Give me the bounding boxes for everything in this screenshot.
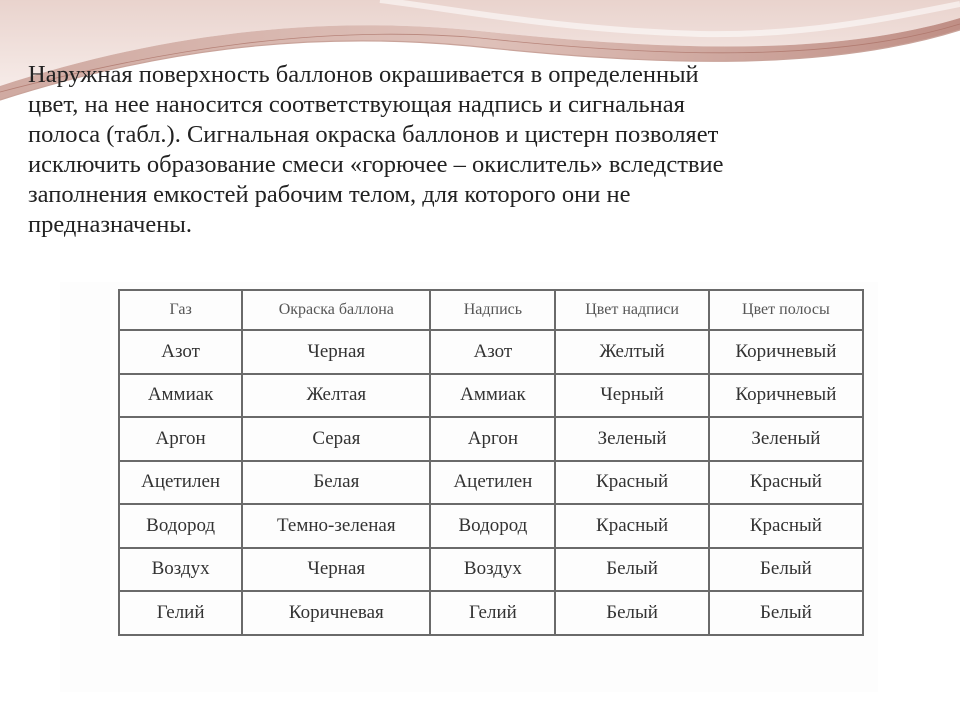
cell-cylinder-paint: Желтая (242, 374, 430, 418)
paragraph-line: полоса (табл.). Сигнальная окраска баллонов и цистерн позволяет (28, 121, 719, 148)
cell-stripe-color: Коричневый (709, 330, 863, 374)
paragraph-line: заполнения емкостей рабочим телом, для которого они не (28, 181, 631, 208)
cell-stripe-color: Белый (709, 591, 863, 635)
cell-gas: Азот (119, 330, 242, 374)
cell-label-color: Черный (555, 374, 708, 418)
cell-cylinder-paint: Серая (242, 417, 430, 461)
table-row (119, 591, 863, 635)
header-stripe-color: Цвет полосы (709, 290, 863, 330)
table-row (119, 461, 863, 505)
cell-cylinder-paint: Темно-зеленая (242, 504, 430, 548)
cell-label: Аргон (430, 417, 555, 461)
cell-gas: Гелий (119, 591, 242, 635)
table-row (119, 504, 863, 548)
cell-gas: Ацетилен (119, 461, 242, 505)
cell-label-color: Красный (555, 461, 708, 505)
table-row (119, 548, 863, 592)
gas-cylinder-table (118, 289, 864, 636)
paragraph-line: Наружная поверхность баллонов окрашивается в определенный (28, 61, 699, 88)
cell-stripe-color: Коричневый (709, 374, 863, 418)
cell-cylinder-paint: Черная (242, 548, 430, 592)
cell-gas: Воздух (119, 548, 242, 592)
cell-label-color: Желтый (555, 330, 708, 374)
table-row (119, 374, 863, 418)
cell-cylinder-paint: Белая (242, 461, 430, 505)
table-header-row (119, 290, 863, 330)
cell-label: Гелий (430, 591, 555, 635)
paragraph-line: цвет, на нее наносится соответствующая надпись и сигнальная (28, 91, 685, 118)
cell-label-color: Красный (555, 504, 708, 548)
cell-label-color: Зеленый (555, 417, 708, 461)
header-label-color: Цвет надписи (555, 290, 708, 330)
cell-label: Аммиак (430, 374, 555, 418)
header-cylinder-paint: Окраска баллона (242, 290, 430, 330)
cell-stripe-color: Белый (709, 548, 863, 592)
cell-cylinder-paint: Коричневая (242, 591, 430, 635)
paragraph-line: исключить образование смеси «горючее – окислитель» вследствие (28, 151, 724, 178)
cell-gas: Аммиак (119, 374, 242, 418)
cell-gas: Водород (119, 504, 242, 548)
cell-label: Воздух (430, 548, 555, 592)
intro-paragraph (28, 60, 928, 240)
table-row (119, 417, 863, 461)
cell-stripe-color: Красный (709, 461, 863, 505)
cell-label-color: Белый (555, 548, 708, 592)
cell-label: Водород (430, 504, 555, 548)
table-row (119, 330, 863, 374)
cell-label: Азот (430, 330, 555, 374)
header-label: Надпись (430, 290, 555, 330)
cell-gas: Аргон (119, 417, 242, 461)
cell-label-color: Белый (555, 591, 708, 635)
table-image-area (60, 282, 878, 692)
cell-cylinder-paint: Черная (242, 330, 430, 374)
paragraph-line: предназначены. (28, 211, 192, 238)
cell-label: Ацетилен (430, 461, 555, 505)
header-gas: Газ (119, 290, 242, 330)
cell-stripe-color: Красный (709, 504, 863, 548)
cell-stripe-color: Зеленый (709, 417, 863, 461)
